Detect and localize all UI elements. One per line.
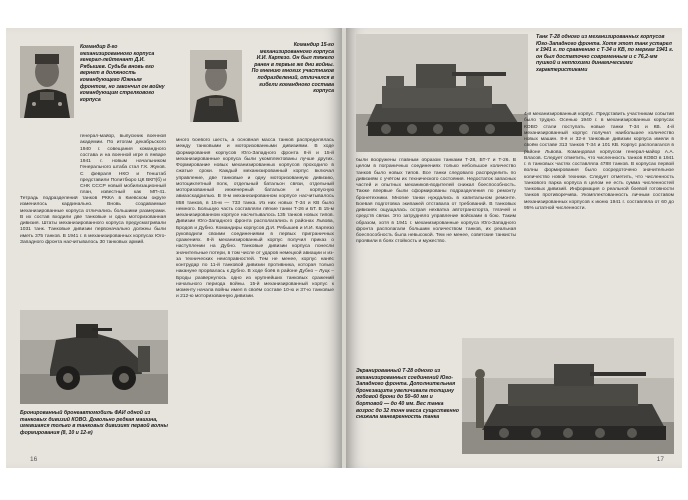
t28-tank-top-photo — [356, 34, 528, 152]
portrait-karpezo-photo — [190, 50, 242, 122]
book-spread — [6, 28, 682, 468]
fai-armored-car-photo — [20, 310, 168, 404]
t28-tank-bottom-photo — [462, 338, 674, 454]
left-text-col-3: много боевого шесть, а основная масса танков распределялась между танковыми и моторизованными дивизиями. В ходе формирования корпусов Юго-Западного фронта 8-й и 15-й механизированные корпуса были укомплектованы лучше других. Формирование новых механизированных корпусов проходило в сжатые сроки. Каждый механизированный корпус включал управление, две танковые и одну моторизованную дивизию, мотоциклетный полк, отдельный батальон связи, отдельный моторизованный инженерный батальон и корпусную авиаэскадрилью. В 8-м механизированном корпусе насчитывалось 858 танков, в 15-м — 733 танка. Из них новых Т-34 и КВ было немного. Большую часть составляли лёгкие танки Т-26 и БТ. В 15-м механизированном корпусе насчитывалось 135 танков новых типов. Дивизии Юго-Западного фронта располагались в районах Львова, Бродов и Дубно. Командиры корпусов Д.И. Рябышев и И.И. Карпезо руководили своими соединениями в первых приграничных сражениях. 8-й механизированный корпус получил приказ о наступлении на Дубно. Танковые дивизии корпуса понесли значительные потери, в том числе от ударов немецкой авиации и из-за технических неисправностей. Тем не менее, корпус нанёс контрудар по 11-й танковой дивизии противника, которая только накануне прорвалась к Дубно. В ходе боёв в районе Дубно – Луцк – Броды развернулось одно из крупнейших танковых сражений начального периода войны. 15-й механизированный корпус к моменту начала войны имел в своём составе 10-ю и 37-ю танковые и 212-ю моторизованную дивизии. — [176, 138, 334, 300]
caption-fai-car: Бронированный бронеавтомобиль ФАИ одной из танковых дивизий КОВО. Довольно редкая машина, имевшаяся только в танковых дивизиях первой волны формирования (8, 10 и 12-я) — [20, 410, 168, 436]
left-text-col-2: Тетрадь подразделений танков РККА в Киевском округе изменилось кардинально. Вновь создаваемые механизированные корпуса отличались большими размерами. В их состав входили две танковые и одна моторизованная дивизия. Штаты механизированного корпуса предусматривали 1031 танк. Танковые дивизии первоначально должны были иметь 375 танков. В 1941 г. в механизированных корпусах Юго-Западного фронта насчитывалось 30 танковых армий. — [20, 196, 166, 245]
right-text-col-1: были вооружены главным образом танками Т-28, БТ-7 и Т-26. В целом в пограничных соединениях только небольшое количество танков было новых типов. Все танки следовало распределить по дивизиям с учётом их технического состояния. Недостаток запасных частей и опытных механиков-водителей снижал боеспособность. Также впервые были сформированы подразделения по ремонту бронетехники. Многие танки нуждались в капитальном ремонте. Боевая подготовка экипажей отставала от требований. В танковых дивизиях ощущалась острая нехватка автотранспорта, тягачей и средств связи. Это затрудняло управление войсками в бою. Таким образом, хотя в 1941 г. механизированные корпуса Юго-Западного фронта располагали большим количеством танков, их реальная боеспособность была невысокой. Тем не менее, советские танкисты проявили в боях стойкость и мужество. — [356, 158, 516, 245]
caption-t28-bottom: Экранированный Т-28 одного из механизированных соединений Юго-Западного фронта. Дополнительная бронезащита увеличивала толщину лобовой брони до 50–60 мм и бортовой — до 40 мм. Вес танка возрос до 32 тонн масса существенно снижала маневренность танка — [356, 368, 459, 421]
portrait-ryabyshev-photo — [20, 46, 74, 118]
right-page-number: 17 — [656, 456, 664, 463]
right-text-col-2: 4-й механизированный корпус. Представить участникам событий было трудно. Осенью 1940 г. в механизированных корпусах КОВО стали поступать новые танки Т-34 и КВ. 4-й механизированный корпус получил наибольшее количество новых машин. 8-я и 32-я танковые дивизии корпуса имели в своём составе 313 танков Т-34 и 101 КВ. Корпус располагался в районе Львова. Командовал корпусом генерал-майор А.А. Власов. Следует отметить, что численность танков КОВО в 1941 г. в танковых частях составляла 4788 танков. В корпусах первой волны формирования было сосредоточено значительное количество новой техники. Следует отметить, что численность танкового парка корпуса в целом не есть сумма численностей танковых дивизий. Информация о реальной боевой готовности танков противоречива. Укомплектованность личным составом механизированных корпусов к июню 1941 г. составляла от 60 до 95% штатной численности. — [524, 112, 674, 211]
right-page — [346, 28, 682, 468]
caption-commander-8: Командир 8-го механизированного корпуса генерал-лейтенант Д.И. Рябышев. Судьба вновь его вернет в должность командующего Южным фронтом, но закончил он войну командующим стрелкового корпуса — [80, 44, 165, 103]
left-text-col-1: генерал-майор, выпускник военной академии. По итогам декабрьского 1940 г. совещания командного состава и на военной игре в январе 1941 г. новым начальником Генерального штаба стал Г.К. Жуков. С февраля НКО и Генштаб представили Политбюро ЦК ВКП(б) и СНК СССР новый мобилизационный план, известный как МП-41. — [80, 134, 166, 194]
caption-t28-top: Танк Т-28 одного из механизированных корпусов Юго-Западного фронта. Хотя этот танк устарел к 1941 г. по сравнению с Т-34 и КВ, по меркам 1941 г. он был достаточно современным и с 76,2-мм пушкой и неплохими динамическими характеристиками — [536, 34, 674, 73]
left-page — [6, 28, 342, 468]
caption-commander-15: Командир 15-го механизированного корпуса И.И. Карпезо. Он был тяжело ранен в первые же дни войны. По мнению многих участников подразделений, отличался в гибели командного состава корпуса — [251, 42, 334, 95]
left-page-number: 16 — [30, 456, 38, 463]
